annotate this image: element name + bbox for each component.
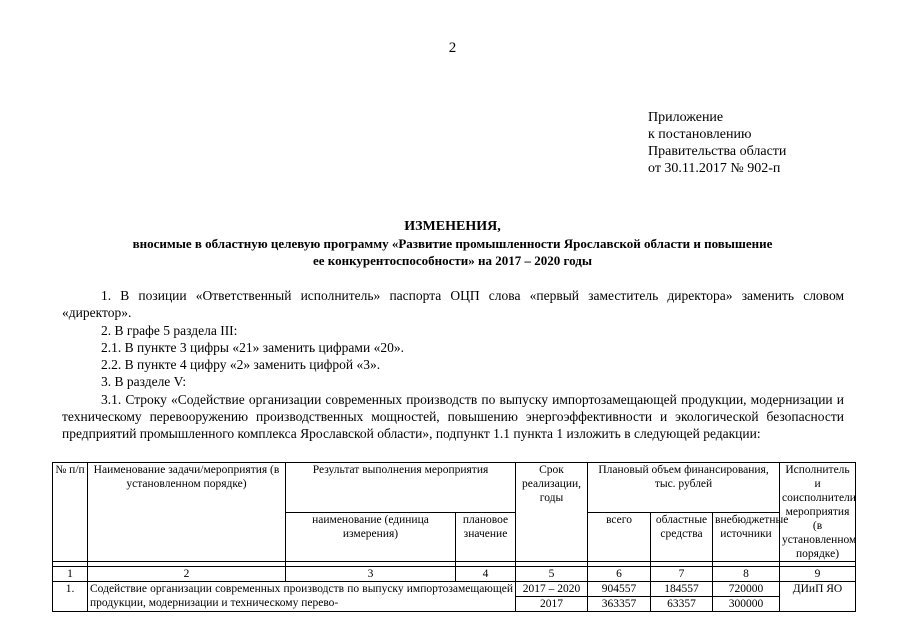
column-number: 8 — [713, 567, 780, 582]
appendix-block — [648, 109, 786, 177]
header-term: Срок реализации, годы — [516, 463, 588, 562]
document-body — [62, 287, 844, 443]
row-extra: 720000 — [713, 582, 780, 597]
appendix-line: Правительства области — [648, 144, 787, 159]
appendix-line: Приложение — [648, 110, 724, 125]
row-term: 2017 — [516, 597, 588, 612]
row-total: 363357 — [588, 597, 651, 612]
row-total: 904557 — [588, 582, 651, 597]
page-number: 2 — [448, 40, 457, 56]
row-executor: ДИиП ЯО — [780, 582, 856, 612]
paragraph: 3. В разделе V: — [101, 374, 187, 390]
header-num: № п/п — [53, 463, 88, 562]
program-table — [52, 462, 856, 612]
appendix-line: к постановлению — [648, 127, 752, 142]
header-fin-regional: областные средства — [651, 512, 713, 562]
column-number: 2 — [88, 567, 286, 582]
column-number: 3 — [286, 567, 456, 582]
header-executor: Исполнитель и соисполнители мероприятия (в установленном порядке) — [780, 463, 856, 562]
document-title — [0, 218, 905, 269]
paragraph: 3.1. Строку «Содействие организации современных производств по выпуску импортозамещающей продукции, модернизации и техническому перевооружению производственных мощностей, повышению энергоэффективности и экологической безопасности предприятий промышленного комплекса Ярославской области», подпункт 1.1 пункта 1 изложить в следующей редакции: — [62, 391, 844, 442]
column-number: 6 — [588, 567, 651, 582]
row-regional: 63357 — [651, 597, 713, 612]
header-fin-extra: внебюджетные источники — [713, 512, 780, 562]
column-number: 9 — [780, 567, 856, 582]
header-fin-total: всего — [588, 512, 651, 562]
column-number: 7 — [651, 567, 713, 582]
paragraph: 2.1. В пункте 3 цифры «21» заменить цифрами «20». — [101, 339, 404, 355]
paragraph: 2. В графе 5 раздела III: — [101, 322, 238, 338]
column-number: 1 — [53, 567, 88, 582]
header-result: Результат выполнения мероприятия — [286, 463, 516, 513]
column-number: 5 — [516, 567, 588, 582]
row-number: 1. — [53, 582, 88, 612]
title-subtitle: ее конкурентоспособности» на 2017 – 2020 годы — [313, 253, 592, 268]
header-result-plan: плановое значение — [456, 512, 516, 562]
paragraph: 1. В позиции «Ответственный исполнитель» паспорта ОЦП слова «первый заместитель директора» заменить словом «директор». — [62, 288, 844, 321]
row-extra: 300000 — [713, 597, 780, 612]
row-term: 2017 – 2020 — [516, 582, 588, 597]
header-financing: Плановый объем финансирования, тыс. рублей — [588, 463, 780, 513]
title-subtitle: вносимые в областную целевую программу «Развитие промышленности Ярославской области и повышение — [132, 236, 773, 251]
header-result-name: наименование (единица измерения) — [286, 512, 456, 562]
appendix-line: от 30.11.2017 № 902-п — [648, 161, 781, 176]
header-task: Наименование задачи/мероприятия (в установленном порядке) — [88, 463, 286, 562]
row-task-text: Содействие организации современных производств по выпуску импортозамещающей продукции, модернизации и техническому перево- — [88, 582, 516, 612]
paragraph: 2.2. В пункте 4 цифру «2» заменить цифрой «3». — [101, 357, 381, 373]
row-regional: 184557 — [651, 582, 713, 597]
column-number: 4 — [456, 567, 516, 582]
title-main: ИЗМЕНЕНИЯ, — [404, 219, 501, 234]
